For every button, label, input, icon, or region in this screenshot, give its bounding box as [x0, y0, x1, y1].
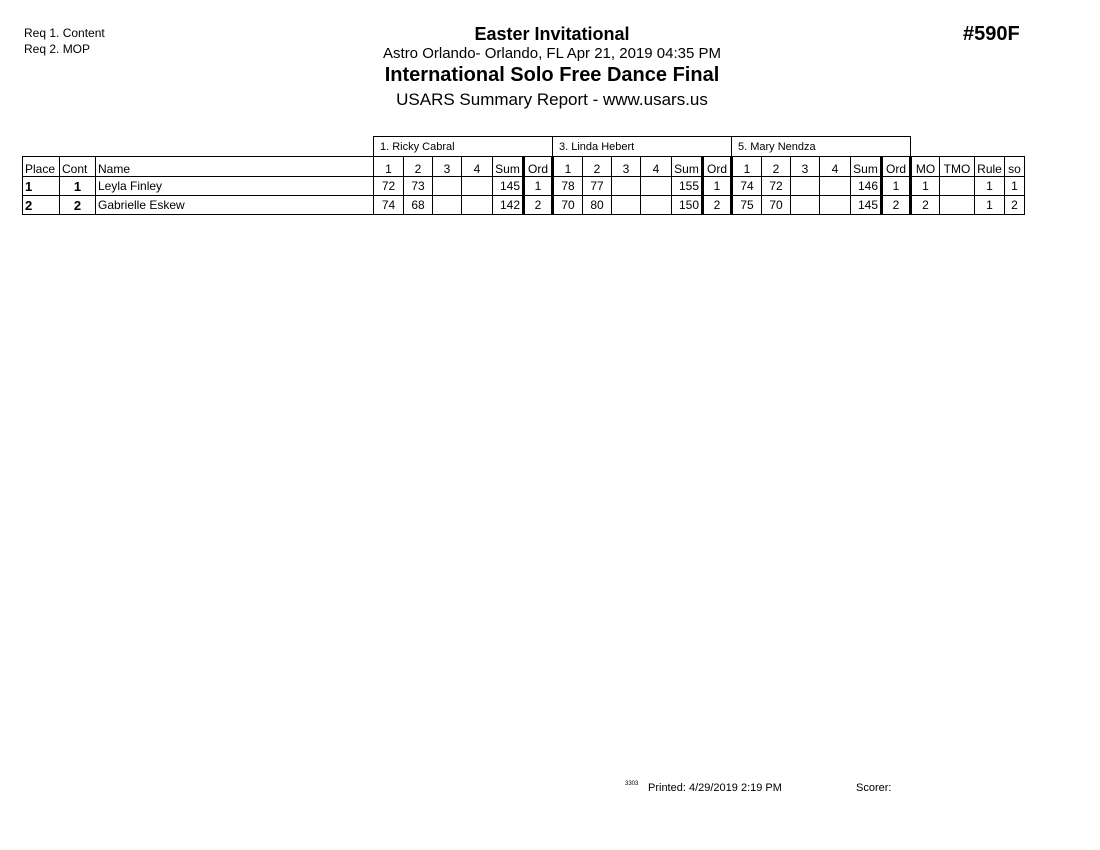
sum-cell: 145 [493, 177, 524, 196]
competition-title: Easter Invitational [474, 24, 630, 44]
score-cell [433, 177, 462, 196]
scorer-label: Scorer: [856, 782, 892, 794]
col-score-2: 2 [404, 157, 433, 177]
judge-name: 1. Ricky Cabral [374, 137, 553, 157]
col-ord: Ord [882, 157, 911, 177]
score-cell [820, 177, 851, 196]
skater-name: Leyla Finley [96, 177, 374, 196]
col-tmo: TMO [940, 157, 975, 177]
col-ord: Ord [703, 157, 732, 177]
col-score-2: 2 [762, 157, 791, 177]
score-cell [612, 196, 641, 215]
col-place: Place [23, 157, 60, 177]
col-so: so [1005, 157, 1025, 177]
col-score-3: 3 [612, 157, 641, 177]
col-mo: MO [911, 157, 940, 177]
tmo-cell [940, 196, 975, 215]
judges-spacer [911, 137, 1025, 157]
col-score-3: 3 [433, 157, 462, 177]
col-sum: Sum [672, 157, 703, 177]
col-score-4: 4 [820, 157, 851, 177]
score-cell: 73 [404, 177, 433, 196]
col-sum: Sum [493, 157, 524, 177]
score-cell: 70 [553, 196, 583, 215]
score-cell: 72 [762, 177, 791, 196]
judge-name: 3. Linda Hebert [553, 137, 732, 157]
score-cell: 68 [404, 196, 433, 215]
ordinal-cell: 2 [882, 196, 911, 215]
printed-timestamp: Printed: 4/29/2019 2:19 PM [648, 782, 782, 794]
score-cell [433, 196, 462, 215]
ordinal-cell: 1 [524, 177, 553, 196]
col-cont: Cont [60, 157, 96, 177]
so-cell: 1 [1005, 177, 1025, 196]
score-cell: 74 [374, 196, 404, 215]
score-cell: 77 [583, 177, 612, 196]
score-cell: 70 [762, 196, 791, 215]
score-cell [612, 177, 641, 196]
tmo-cell [940, 177, 975, 196]
rule-cell: 1 [975, 196, 1005, 215]
ordinal-cell: 1 [882, 177, 911, 196]
col-sum: Sum [851, 157, 882, 177]
table-row [23, 196, 1025, 215]
requirement-item: Req 2. MOP [24, 42, 91, 56]
score-cell: 74 [732, 177, 762, 196]
col-score-1: 1 [553, 157, 583, 177]
table-row [23, 177, 1025, 196]
ordinal-cell: 1 [703, 177, 732, 196]
requirement-item: Req 1. Content [24, 26, 105, 40]
event-name: International Solo Free Dance Final [384, 64, 720, 86]
mo-cell: 2 [911, 196, 940, 215]
sum-cell: 146 [851, 177, 882, 196]
sum-cell: 145 [851, 196, 882, 215]
rule-cell: 1 [975, 177, 1005, 196]
skater-name: Gabrielle Eskew [96, 196, 374, 215]
place-cell: 1 [23, 177, 60, 196]
score-cell [791, 196, 820, 215]
col-score-1: 1 [374, 157, 404, 177]
col-score-3: 3 [791, 157, 820, 177]
col-score-2: 2 [583, 157, 612, 177]
score-cell [820, 196, 851, 215]
venue-date: Astro Orlando- Orlando, FL Apr 21, 2019 04:35 PM [383, 45, 721, 62]
score-cell: 72 [374, 177, 404, 196]
col-ord: Ord [524, 157, 553, 177]
score-cell: 75 [732, 196, 762, 215]
score-cell [462, 196, 493, 215]
column-header-row [23, 157, 1025, 177]
report-title: USARS Summary Report - www.usars.us [396, 90, 708, 109]
sum-cell: 150 [672, 196, 703, 215]
score-cell [641, 196, 672, 215]
judges-header-row [23, 137, 1025, 157]
col-score-4: 4 [462, 157, 493, 177]
mo-cell: 1 [911, 177, 940, 196]
judge-name: 5. Mary Nendza [732, 137, 911, 157]
score-cell [462, 177, 493, 196]
sum-cell: 142 [493, 196, 524, 215]
judges-spacer [23, 137, 374, 157]
cont-cell: 1 [60, 177, 96, 196]
score-cell [641, 177, 672, 196]
score-cell: 80 [583, 196, 612, 215]
sum-cell: 155 [672, 177, 703, 196]
results-table [22, 136, 1025, 215]
col-name: Name [96, 157, 374, 177]
col-score-1: 1 [732, 157, 762, 177]
requirements-list [24, 25, 105, 57]
score-cell: 78 [553, 177, 583, 196]
place-cell: 2 [23, 196, 60, 215]
col-score-4: 4 [641, 157, 672, 177]
event-code: #590F [963, 23, 1020, 45]
col-rule: Rule [975, 157, 1005, 177]
ordinal-cell: 2 [703, 196, 732, 215]
footer-mark: 3303 [625, 781, 639, 787]
ordinal-cell: 2 [524, 196, 553, 215]
cont-cell: 2 [60, 196, 96, 215]
so-cell: 2 [1005, 196, 1025, 215]
score-cell [791, 177, 820, 196]
